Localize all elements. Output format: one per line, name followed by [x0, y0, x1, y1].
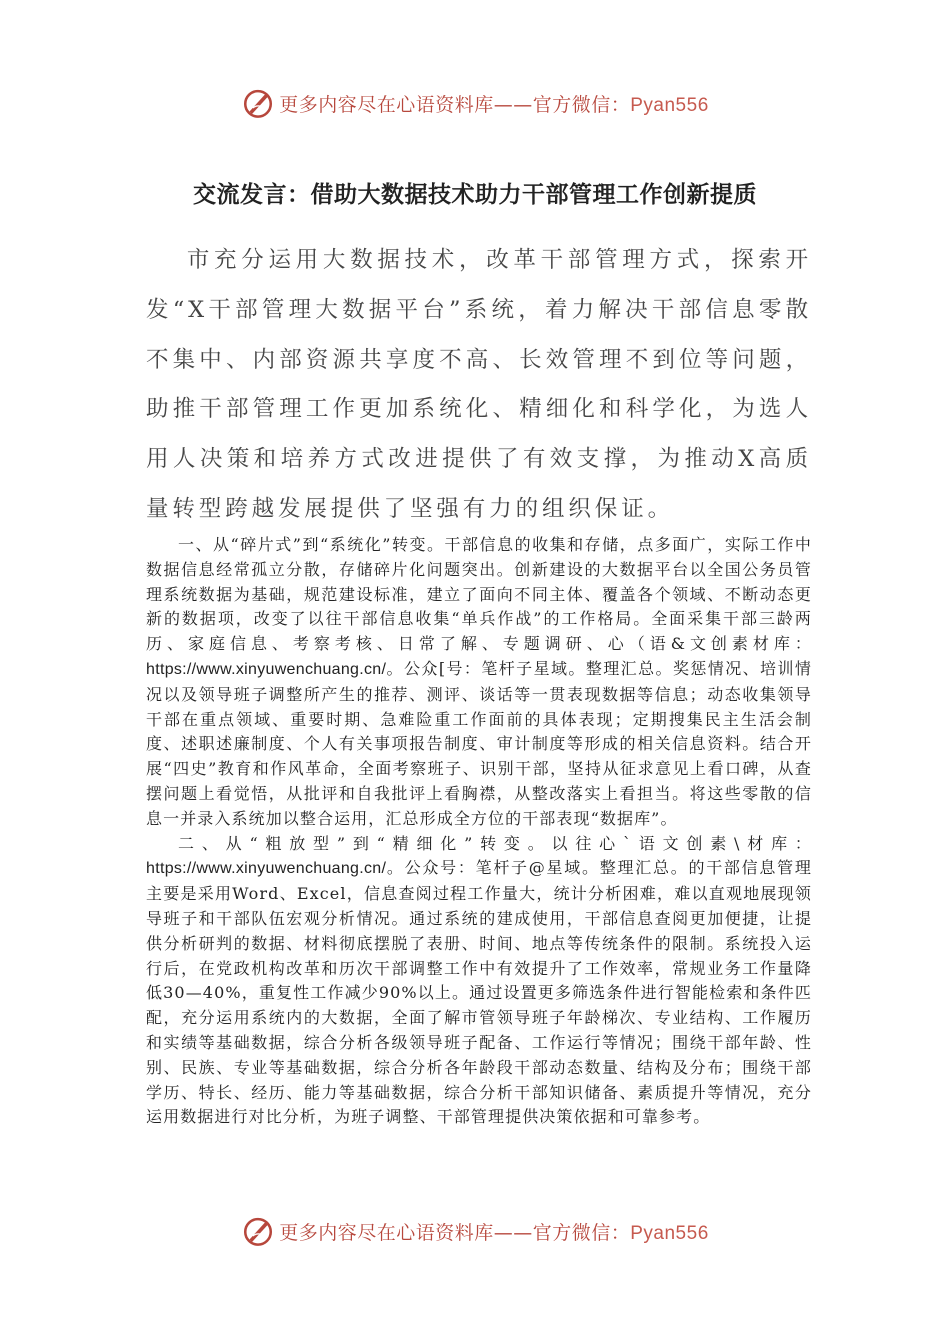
body-paragraph-1: [146, 533, 812, 832]
banner-text: [279, 1218, 709, 1245]
body-paragraph-2: [146, 832, 812, 1131]
banner-dash: ——: [493, 93, 533, 116]
banner-wechat-id: Pyan556: [630, 94, 709, 116]
paragraph-text: 。公众[号：笔杆子星域。整理汇总。奖惩情况、培训情况以及领导班子调整所产生的推荐、测评、谈话等一贯表现数据等信息；动态收集领导干部在重点领域、重要时期、急难险重工作面前的具体表现；定期搜集民主生活会制度、述职述廉制度、个人有关事项报告制度、审计制度等形成的相关信息资料。结合开展“四史”教育和作风革命，全面考察班子、识别干部，坚持从征求意见上看口碑，从查摆问题上看觉悟，从批评和自我批评上看胸襟，从整改落实上看担当。将这些零散的信息一并录入系统加以整合运用，汇总形成全方位的干部表现“数据库”。: [146, 658, 812, 828]
brush-circle-logo-icon: [241, 86, 275, 120]
document-body: [146, 533, 812, 1130]
footer-banner: [0, 1214, 950, 1248]
document-title: 交流发言：借助大数据技术助力干部管理工作创新提质: [193, 182, 757, 208]
banner-dash: ——: [493, 1221, 533, 1244]
banner-text: [279, 90, 709, 117]
website-url: https://www.xinyuwenchuang.cn/: [146, 860, 387, 878]
lead-paragraph: [146, 236, 812, 535]
lead-text: 市充分运用大数据技术，改革干部管理方式，探索开发“X干部管理大数据平台”系统，着力解决干部信息零散不集中、内部资源共享度不高、长效管理不到位等问题，助推干部管理工作更加系统化、精细化和科学化，为选人用人决策和培养方式改进提供了有效支撑，为推动X高质量转型跨越发展提供了坚强有力的组织保证。: [146, 247, 812, 522]
banner-wechat-id: Pyan556: [630, 1222, 709, 1244]
banner-main: 更多内容尽在心语资料库: [279, 93, 494, 116]
banner-main: 更多内容尽在心语资料库: [279, 1221, 494, 1244]
brush-circle-logo-icon: [241, 1214, 275, 1248]
banner-contact-label: 官方微信：: [532, 93, 631, 116]
banner-contact-label: 官方微信：: [532, 1221, 631, 1244]
paragraph-text: 二、从“粗放型”到“精细化”转变。以往心`语文创素\材库：: [178, 833, 812, 853]
paragraph-text: 。公众号：笔杆子@星域。整理汇总。的干部信息管理主要是采用Word、Excel，信息查阅过程工作量大，统计分析困难，难以直观地展现领导班子和干部队伍宏观分析情况。通过系统的建成使用，干部信息查阅更加便捷，让提供分析研判的数据、材料彻底摆脱了表册、时间、地点等传统条件的限制。系统投入运行后，在党政机构改革和历次干部调整工作中有效提升了工作效率，常规业务工作量降低30—40%，重复性工作减少90%以上。通过设置更多筛选条件进行智能检索和条件匹配，充分运用系统内的大数据，全面了解市管领导班子年龄梯次、专业结构、工作履历和实绩等基础数据，综合分析各级领导班子配备、工作运行等情况；围绕干部年龄、性别、民族、专业等基础数据，综合分析各年龄段干部动态数量、结构及分布；围绕干部学历、特长、经历、能力等基础数据，综合分析干部知识储备、素质提升等情况，充分运用数据进行对比分析，为班子调整、干部管理提供决策依据和可靠参考。: [146, 858, 812, 1127]
paragraph-text: 一、从“碎片式”到“系统化”转变。干部信息的收集和存储，点多面广，实际工作中数据信息经常孤立分散，存储碎片化问题突出。创新建设的大数据平台以全国公务员管理系统数据为基础，规范建设标准，建立了面向不同主体、覆盖各个领域、不断动态更新的数据项，改变了以往干部信息收集“单兵作战”的工作格局。全面采集干部三龄两历、家庭信息、考察考核、日常了解、专题调研、心（语&文创素材库：: [146, 535, 812, 654]
website-url: https://www.xinyuwenchuang.cn/: [146, 660, 387, 678]
header-banner: [0, 86, 950, 120]
